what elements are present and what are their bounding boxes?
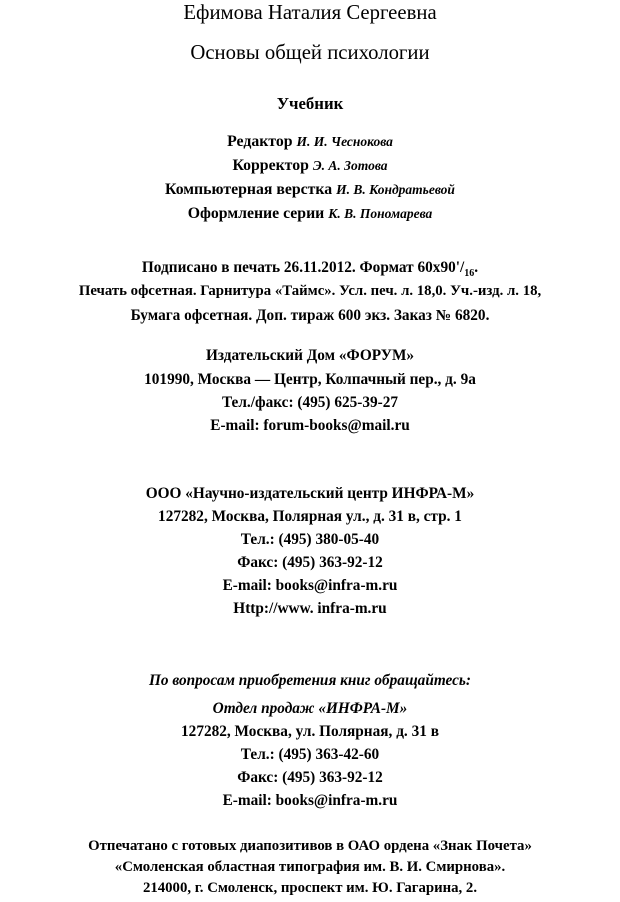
infra-email: E-mail: books@infra-m.ru: [222, 577, 398, 594]
credit-series-design: [0, 205, 620, 223]
print-info-line-1: Подписано в печать 26.11.2012. Формат $60x90'/_{16}$.: [141, 259, 479, 280]
sales-department: Отдел продаж «ИНФРА-М»: [212, 700, 408, 717]
printer-line-2: «Смоленская областная типография им. В. И. Смирнова».: [114, 859, 506, 875]
infra-publisher-name: ООО «Научно-издательский центр ИНФРА-М»: [145, 485, 475, 502]
forum-publisher-name: Издательский Дом «ФОРУМ»: [205, 347, 415, 364]
credit-editor: [0, 133, 620, 151]
sales-fax: Факс: (495) 363-92-12: [237, 769, 383, 786]
credit-person: Э. А. Зотова: [312, 158, 388, 173]
sales-address: 127282, Москва, ул. Полярная, д. 31 в: [181, 723, 439, 740]
printer-line-1: Отпечатано с готовых диапозитивов в ОАО ордена «Знак Почета»: [88, 838, 532, 854]
infra-address: 127282, Москва, Полярная ул., д. 31 в, стр. 1: [158, 508, 462, 525]
sales-email: E-mail: books@infra-m.ru: [222, 792, 398, 809]
credit-role: Корректор: [232, 157, 309, 174]
credit-person: И. В. Кондратьевой: [336, 182, 455, 197]
book-title: Основы общей психологии: [190, 42, 430, 64]
forum-address: 101990, Москва — Центр, Колпачный пер., д. 9а: [144, 371, 476, 388]
author-name: Ефимова Наталия Сергеевна: [183, 2, 437, 24]
credit-corrector: [0, 157, 620, 175]
sales-heading: По вопросам приобретения книг обращайтесь:: [148, 672, 472, 689]
print-info-line-3: Бумага офсетная. Доп. тираж 600 экз. Заказ № 6820.: [130, 307, 490, 324]
forum-email: E-mail: forum-books@mail.ru: [210, 417, 410, 434]
infra-website: Http://www. infra-m.ru: [233, 600, 387, 617]
sales-phone: Тел.: (495) 363-42-60: [240, 746, 380, 763]
credit-role: Компьютерная верстка: [165, 181, 333, 198]
print-info-line-2: Печать офсетная. Гарнитура «Таймс». Усл. печ. л. 18,0. Уч.-изд. л. 18,: [78, 283, 542, 299]
book-type: Учебник: [276, 94, 344, 113]
infra-fax: Факс: (495) 363-92-12: [237, 554, 383, 571]
forum-phone: Тел./факс: (495) 625-39-27: [221, 394, 399, 411]
credit-role: Редактор: [227, 133, 293, 150]
credit-role: Оформление серии: [187, 205, 325, 222]
printer-line-3: 214000, г. Смоленск, проспект им. Ю. Гагарина, 2.: [142, 880, 478, 896]
credit-person: К. В. Пономарева: [328, 206, 433, 221]
credit-layout: [0, 181, 620, 199]
infra-phone: Тел.: (495) 380-05-40: [240, 531, 380, 548]
credit-person: И. И. Чеснокова: [296, 134, 393, 149]
